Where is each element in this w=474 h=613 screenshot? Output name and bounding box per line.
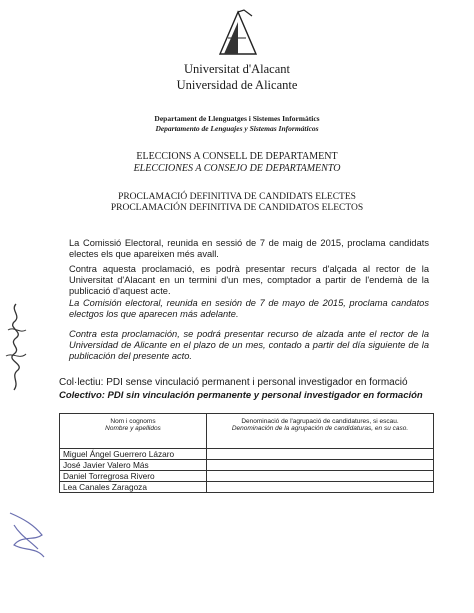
column-header-name-ca: Nom i cognoms: [110, 418, 156, 425]
table-row: [60, 471, 434, 482]
column-header-name-es: Nombre y apellidos: [105, 425, 161, 432]
candidate-name: Daniel Torregrosa Rivero: [60, 471, 207, 482]
candidate-name: José Javier Valero Más: [60, 460, 207, 471]
elections-title-es: ELECCIONES A CONSEJO DE DEPARTAMENTO: [133, 163, 341, 174]
column-header-name: [60, 414, 207, 449]
column-header-group: [207, 414, 434, 449]
column-header-group-es: Denominación de la agrupación de candidaturas, en su caso.: [231, 425, 409, 432]
candidate-group: [207, 471, 434, 482]
collective-label-ca: Col·lectiu: PDI sense vinculació permanent i personal investigador en formació: [59, 377, 408, 388]
margin-signature-icon: [0, 300, 32, 395]
university-name-ca: Universitat d'Alacant: [183, 62, 291, 76]
department-name-es: Departamento de Lenguajes y Sistemas Informáticos: [155, 124, 319, 133]
column-header-group-ca: Denominació de l'agrupació de candidatures, si escau.: [241, 418, 399, 425]
candidate-name: Lea Canales Zaragoza: [60, 482, 207, 493]
proclamation-title-ca: PROCLAMACIÓ DEFINITIVA DE CANDIDATS ELECTES: [118, 192, 356, 202]
signature-scribble-icon: [4, 505, 50, 565]
collective-label-es: Colectivo: PDI sin vinculación permanente y personal investigador en formación: [59, 390, 423, 401]
proclamation-title-es: PROCLAMACIÓN DEFINITIVA DE CANDIDATOS ELECTOS: [110, 203, 364, 213]
candidate-group: [207, 460, 434, 471]
university-name-es: Universidad de Alicante: [176, 78, 298, 92]
paragraph-appeal-es: Contra esta proclamación, se podrá presentar recurso de alzada ante el rector de la Universidad de Alicante en el plazo de un mes, contado a partir del día siguiente de la publicación del presente acto.: [69, 329, 429, 361]
paragraph-commission-es: La Comisión electoral, reunida en sesión de 7 de mayo de 2015, proclama candatos electgos los que aparecen más adelante.: [69, 298, 429, 319]
department-name-ca: Departament de Llenguatges i Sistemes Informàtics: [154, 114, 320, 123]
table-header-row: [60, 414, 434, 449]
candidate-group: [207, 449, 434, 460]
candidate-name: Miguel Ángel Guerrero Lázaro: [60, 449, 207, 460]
paragraph-appeal-ca: Contra aquesta proclamació, es podrà presentar recurs d'alçada al rector de la Universitat d'Alacant en un termini d'un mes, comptador a partir de l'endemà de la publicació d'aquest acte.: [69, 264, 429, 296]
university-logo-icon: [214, 8, 262, 58]
elections-title-ca: ELECCIONS A CONSELL DE DEPARTAMENT: [136, 151, 338, 162]
candidates-table: [59, 413, 434, 493]
paragraph-commission-ca: La Comissió Electoral, reunida en sessió de 7 de maig de 2015, proclama candidats electes els que apareixen més avall.: [69, 238, 429, 259]
table-row: [60, 449, 434, 460]
table-row: [60, 460, 434, 471]
table-row: [60, 482, 434, 493]
candidate-group: [207, 482, 434, 493]
